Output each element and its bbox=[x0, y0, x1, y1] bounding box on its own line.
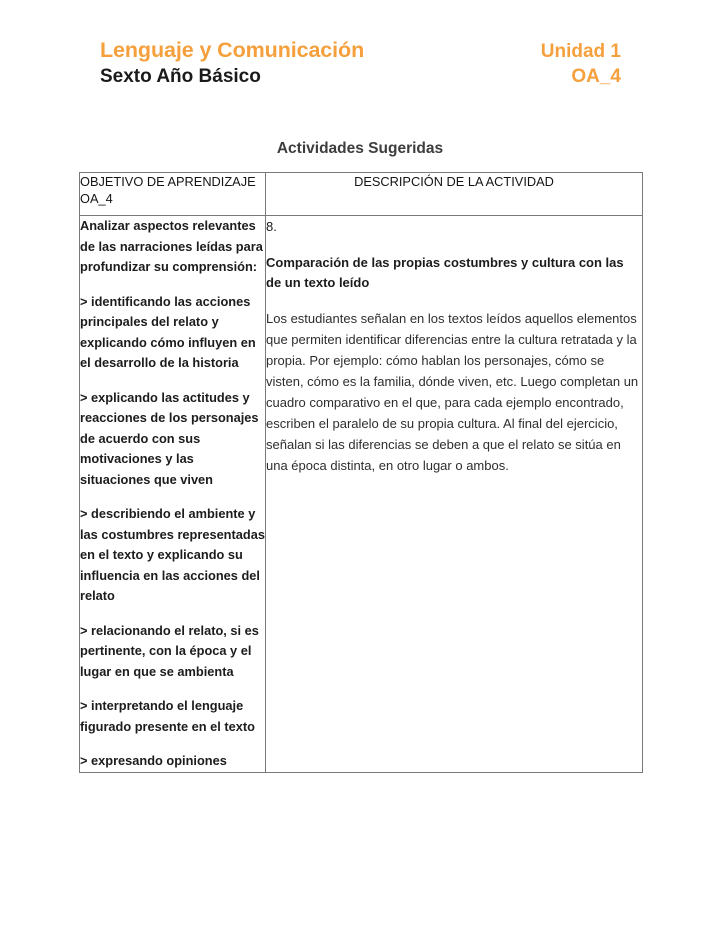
activity-cell bbox=[266, 216, 643, 773]
objective-intro: Analizar aspectos relevantes de las narraciones leídas para profundizar su comprensión: bbox=[80, 218, 263, 274]
objective-bullet-2: > describiendo el ambiente y las costumbres representadas en el texto y explicando su influencia en las acciones del relato bbox=[80, 506, 265, 603]
table-header-row bbox=[80, 173, 643, 216]
grade-title: Sexto Año Básico bbox=[100, 66, 261, 87]
table-row bbox=[80, 216, 643, 773]
subject-title: Lenguaje y Comunicación bbox=[100, 38, 365, 62]
activity-description: Los estudiantes señalan en los textos leídos aquellos elementos que permiten identificar diferencias entre la cultura retratada y la propia. Por ejemplo: cómo hablan los personajes, cómo se visten, cómo es la familia, dónde viven, etc. Luego completan un cuadro comparativo en el que, para cada ejemplo encontrado, escriben el paralelo de su propia cultura. Al final del ejercicio, señalan si las diferencias se deben a que el relato se sitúa en una época distinta, en otro lugar o ambos. bbox=[266, 311, 639, 473]
column-header-objective: OBJETIVO DE APRENDIZAJE OA_4 bbox=[80, 173, 266, 216]
objective-bullet-5: > expresando opiniones bbox=[80, 753, 227, 768]
section-title: Actividades Sugeridas bbox=[276, 140, 444, 157]
activity-number: 8. bbox=[266, 219, 277, 234]
oa-code-label: OA_4 bbox=[571, 66, 621, 87]
objective-bullet-3: > relacionando el relato, si es pertinente, con la época y el lugar en que se ambienta bbox=[80, 622, 259, 679]
header-row-secondary bbox=[100, 66, 621, 88]
unit-label: Unidad 1 bbox=[540, 41, 621, 62]
objective-bullet-4: > interpretando el lenguaje figurado presente en el texto bbox=[80, 698, 255, 734]
column-header-description: DESCRIPCIÓN DE LA ACTIVIDAD bbox=[266, 173, 643, 216]
header-row-primary bbox=[100, 38, 621, 63]
document-header bbox=[100, 38, 621, 88]
activity-title: Comparación de las propias costumbres y cultura con las de un texto leído bbox=[266, 255, 624, 290]
objective-bullet-1: > explicando las actitudes y reacciones de los personajes de acuerdo con sus motivaciones y las situaciones que viven bbox=[80, 389, 259, 487]
objective-cell bbox=[80, 216, 266, 773]
activities-table bbox=[79, 172, 643, 773]
objective-bullet-0: > identificando las acciones principales del relato y explicando cómo influyen en el desarrollo de la historia bbox=[80, 293, 256, 370]
